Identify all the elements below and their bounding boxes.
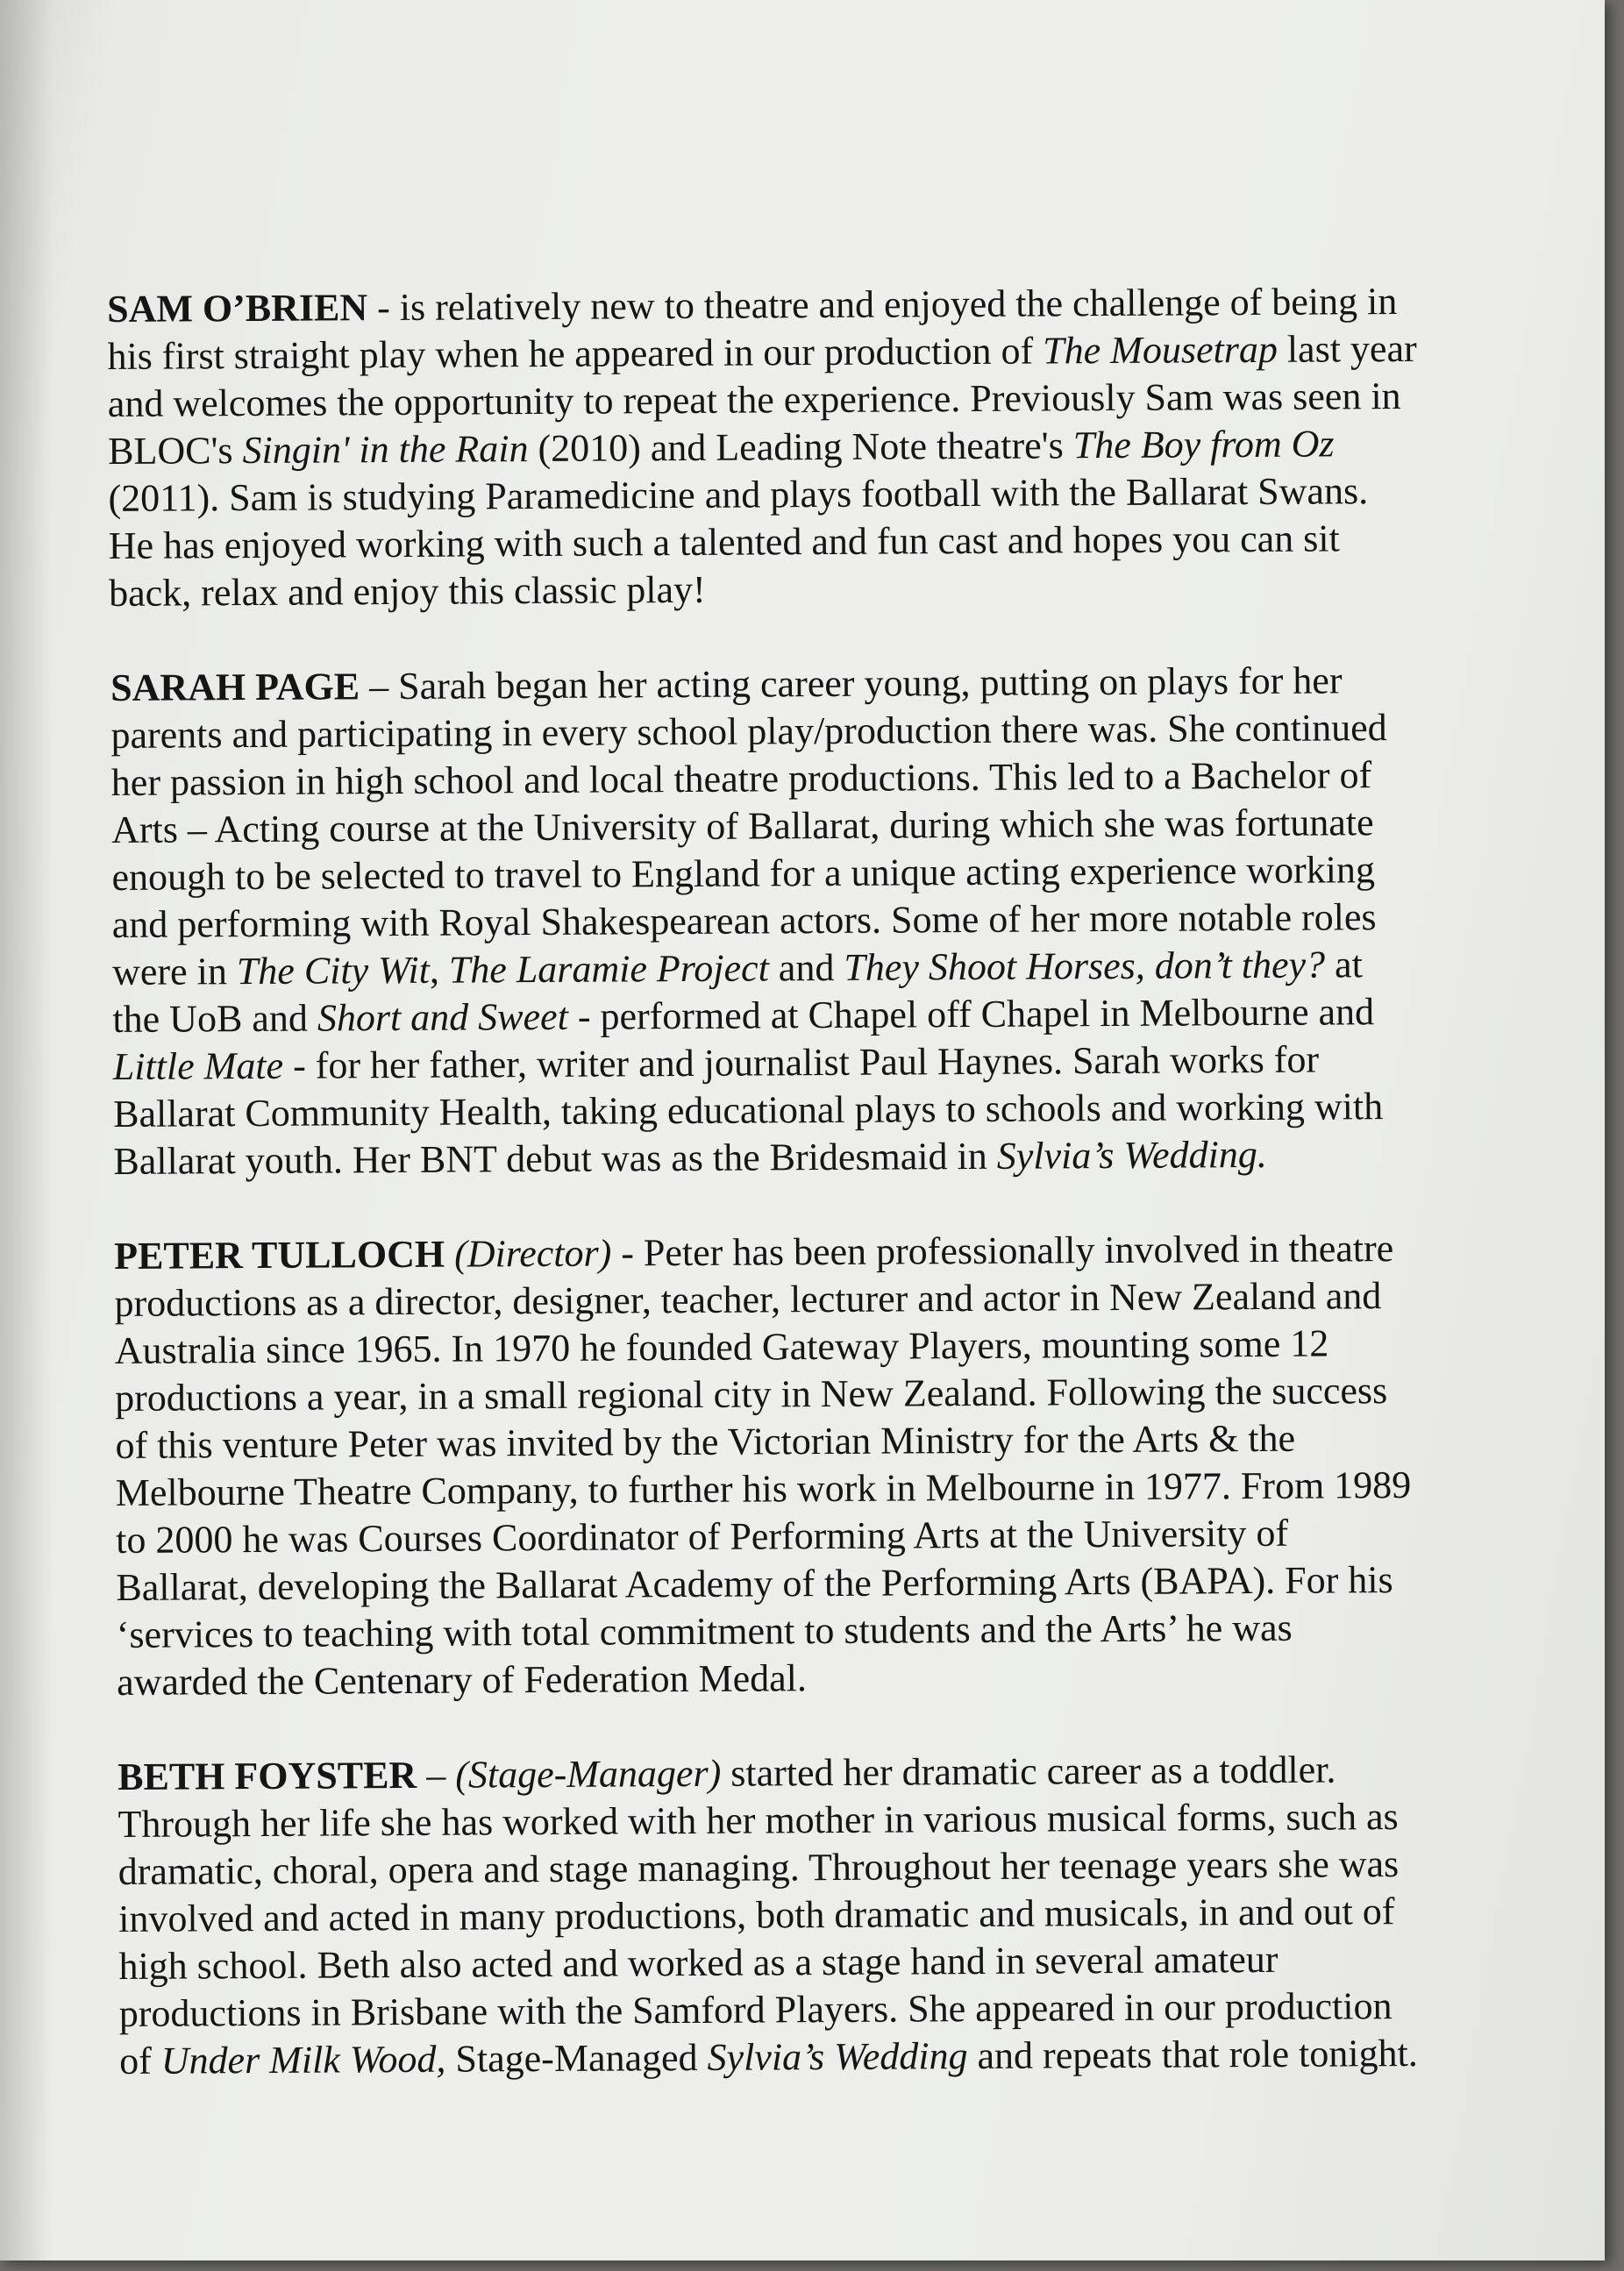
person-name: SARAH PAGE	[110, 665, 360, 709]
italic-title: They Shoot Horses, don’t they?	[844, 943, 1326, 989]
bio-line	[111, 845, 1520, 901]
bio-line	[110, 703, 1519, 759]
bio-line	[118, 1934, 1520, 1990]
bio-text: of this venture Peter was invited by the Victorian Ministry for the Arts & the	[115, 1416, 1296, 1467]
bio-line	[109, 561, 1521, 617]
italic-title: (Director)	[453, 1231, 612, 1276]
bio-line	[115, 1413, 1520, 1470]
italic-title: Sylvia’s Wedding	[707, 2034, 968, 2079]
bio-text: to 2000 he was Courses Coordinator of Performing Arts at the University of	[115, 1511, 1289, 1562]
bio-line	[116, 1508, 1521, 1564]
bio-line	[111, 751, 1520, 807]
bio-line	[111, 798, 1520, 854]
bio-line	[108, 419, 1520, 475]
bio-text: productions as a director, designer, teacher, lecturer and actor in New Zealand and	[114, 1274, 1382, 1325]
biography-peter-tulloch	[114, 1224, 1521, 1706]
bio-text: Ballarat youth. Her BNT debut was as the Bridesmaid in	[113, 1134, 997, 1183]
italic-title: The City Wit	[236, 948, 431, 993]
bio-text: high school. Beth also acted and worked as a stage hand in several amateur	[118, 1937, 1279, 1988]
bio-line	[119, 1982, 1521, 2038]
biography-sam-o-brien	[107, 277, 1521, 617]
italic-title: (Stage-Manager)	[455, 1751, 722, 1797]
bio-line	[112, 893, 1521, 949]
bio-line	[116, 1556, 1521, 1612]
bio-text: Arts – Acting course at the University of Ballarat, during which she was fortunate	[111, 801, 1374, 851]
italic-title: The Boy from Oz	[1072, 422, 1335, 467]
cast-biographies	[107, 280, 1519, 2132]
person-name: PETER TULLOCH	[114, 1232, 445, 1278]
bio-text: Ballarat, developing the Ballarat Academy of the Performing Arts (BAPA). For his	[116, 1558, 1393, 1609]
bio-text: - performed at Chapel off Chapel in Melbourne and	[567, 990, 1375, 1038]
bio-text: He has enjoyed working with such a talented and fun cast and hopes you can sit	[108, 516, 1340, 567]
bio-line	[118, 1887, 1520, 1943]
bio-text: Melbourne Theatre Company, to further his work in Melbourne in 1977. From 1989	[115, 1463, 1412, 1514]
bio-text: - Peter has been professionally involved in theatre	[611, 1227, 1394, 1275]
bio-text: dramatic, choral, opera and stage managing. Throughout her teenage years she was	[118, 1842, 1400, 1893]
italic-title: Short and Sweet	[317, 994, 569, 1040]
bio-text: parents and participating in every school play/production there was. She continued	[110, 706, 1387, 757]
bio-text: started her dramatic career as a toddler.	[721, 1748, 1336, 1795]
bio-text: involved and acted in many productions, both dramatic and musicals, in and out of	[118, 1890, 1395, 1940]
italic-title: Little Mate	[112, 1043, 284, 1088]
bio-line	[108, 466, 1520, 523]
bio-line	[118, 1792, 1519, 1848]
bio-line	[115, 1366, 1520, 1422]
bio-text: Australia since 1965. In 1970 he founded Gateway Players, mounting some 12	[114, 1321, 1329, 1372]
bio-text: the UoB and	[112, 996, 318, 1041]
bio-line	[114, 1271, 1519, 1328]
bio-text: – Sarah began her acting career young, putting on plays for her	[359, 659, 1343, 708]
bio-text: of	[118, 2039, 161, 2082]
bio-text: ,	[429, 948, 450, 992]
bio-line	[113, 1129, 1521, 1185]
bio-text: Ballarat Community Health, taking educational plays to schools and working with	[112, 1085, 1384, 1136]
bio-text: (2010) and Leading Note theatre's	[528, 424, 1073, 471]
bio-text: - for her father, writer and journalist Paul Haynes. Sarah works for	[282, 1037, 1320, 1087]
bio-line	[112, 987, 1521, 1043]
italic-title: The Laramie Project	[448, 946, 769, 992]
bio-text: were in	[111, 950, 238, 993]
biography-sarah-page	[110, 656, 1522, 1185]
bio-text: Through her life she has worked with her mother in various musical forms, such as	[118, 1795, 1399, 1846]
italic-title: Sylvia’s Wedding.	[996, 1132, 1267, 1178]
person-name: SAM O’BRIEN	[107, 286, 368, 331]
bio-text: ‘services to teaching with total commitment to students and the Arts’ he was	[116, 1605, 1293, 1656]
person-name: BETH FOYSTER	[118, 1753, 417, 1798]
bio-line	[117, 1603, 1521, 1659]
bio-text: productions a year, in a small regional city in New Zealand. Following the success	[115, 1369, 1388, 1420]
bio-line	[107, 277, 1519, 333]
bio-text: productions in Brisbane with the Samford Players. She appeared in our production	[118, 1984, 1393, 2035]
bio-text	[445, 1233, 454, 1276]
bio-line	[109, 514, 1521, 570]
italic-title: Under Milk Wood,	[160, 2037, 446, 2082]
italic-title: The Mousetrap	[1043, 327, 1279, 373]
bio-text: back, relax and enjoy this classic play!	[108, 567, 706, 615]
bio-line	[118, 1840, 1520, 1896]
bio-line	[118, 1745, 1519, 1801]
bio-text: last year	[1277, 326, 1417, 371]
bio-line	[117, 1650, 1521, 1706]
bio-line	[113, 1035, 1521, 1091]
bio-line	[115, 1319, 1520, 1375]
bio-text: and repeats that role tonight.	[967, 2031, 1418, 2078]
bio-text: his first straight play when he appeared in our production of	[107, 329, 1043, 378]
bio-line	[112, 940, 1521, 996]
bio-text: enough to be selected to travel to England for a unique acting experience working	[111, 848, 1376, 899]
bio-line	[119, 2029, 1521, 2085]
bio-text: and welcomes the opportunity to repeat the experience. Previously Sam was seen in	[107, 374, 1401, 425]
bio-text: (2011). Sam is studying Paramedicine and plays football with the Ballarat Swans.	[108, 469, 1369, 520]
bio-line	[108, 372, 1520, 428]
biography-beth-foyster	[118, 1745, 1521, 2085]
bio-line	[114, 1224, 1519, 1280]
bio-text: - is relatively new to theatre and enjoyed the challenge of being in	[367, 280, 1398, 330]
bio-text: awarded the Centenary of Federation Medal.	[116, 1656, 808, 1704]
bio-text: –	[417, 1753, 456, 1797]
bio-text: and	[768, 945, 844, 990]
italic-title: Singin' in the Rain	[242, 427, 529, 473]
bio-line	[107, 324, 1519, 381]
bio-line	[113, 1082, 1521, 1138]
bio-line	[116, 1461, 1521, 1517]
bio-text: and performing with Royal Shakespearean actors. Some of her more notable roles	[111, 895, 1377, 946]
bio-text: her passion in high school and local theatre productions. This led to a Bachelor of	[110, 753, 1372, 804]
page-edge-shadow	[0, 0, 53, 2260]
bio-text: at	[1324, 943, 1363, 986]
bio-text: Stage-Managed	[445, 2035, 708, 2081]
bio-line	[110, 656, 1519, 712]
bio-text: BLOC's	[108, 429, 243, 473]
